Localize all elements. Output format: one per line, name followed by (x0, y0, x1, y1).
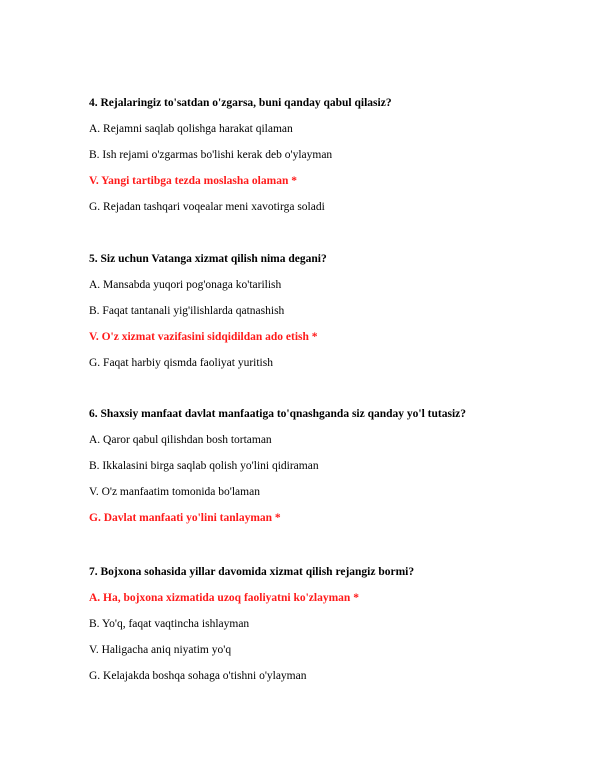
answer-option: G. Faqat harbiy qismda faoliyat yuritish (89, 357, 273, 369)
question-4 (89, 96, 569, 214)
correct-answer-option: G. Davlat manfaati yo'lini tanlayman * (89, 512, 281, 524)
correct-answer-option: V. Yangi tartibga tezda moslasha olaman * (89, 175, 297, 187)
answer-option: B. Yo'q, faqat vaqtincha ishlayman (89, 618, 250, 630)
answer-option: A. Mansabda yuqori pog'onaga ko'tarilish (89, 279, 282, 291)
answer-option: G. Rejadan tashqari voqealar meni xavotirga soladi (89, 201, 325, 213)
answer-option: A. Qaror qabul qilishdan bosh tortaman (89, 434, 272, 446)
question-title: 4. Rejalaringiz to'satdan o'zgarsa, buni qanday qabul qilasiz? (89, 97, 392, 109)
answer-option: B. Faqat tantanali yig'ilishlarda qatnashish (89, 305, 285, 317)
question-title: 5. Siz uchun Vatanga xizmat qilish nima degani? (89, 253, 327, 265)
question-title: 6. Shaxsiy manfaat davlat manfaatiga to'qnashganda siz qanday yo'l tutasiz? (89, 408, 467, 420)
question-title: 7. Bojxona sohasida yillar davomida xizmat qilish rejangiz bormi? (89, 566, 415, 578)
answer-option: V. Haligacha aniq niyatim yo'q (89, 644, 232, 656)
answer-option: B. Ikkalasini birga saqlab qolish yo'lini qidiraman (89, 460, 319, 472)
answer-option: V. O'z manfaatim tomonida bo'laman (89, 486, 260, 498)
question-7 (89, 565, 569, 683)
answer-option: B. Ish rejami o'zgarmas bo'lishi kerak deb o'ylayman (89, 149, 333, 161)
question-5 (89, 252, 569, 370)
correct-answer-option: V. O'z xizmat vazifasini sidqidildan ado etish * (89, 331, 318, 343)
answer-option: A. Rejamni saqlab qolishga harakat qilaman (89, 123, 293, 135)
answer-option: G. Kelajakda boshqa sohaga o'tishni o'ylayman (89, 670, 307, 682)
correct-answer-option: A. Ha, bojxona xizmatida uzoq faoliyatni ko'zlayman * (89, 592, 359, 604)
question-6 (89, 407, 569, 525)
